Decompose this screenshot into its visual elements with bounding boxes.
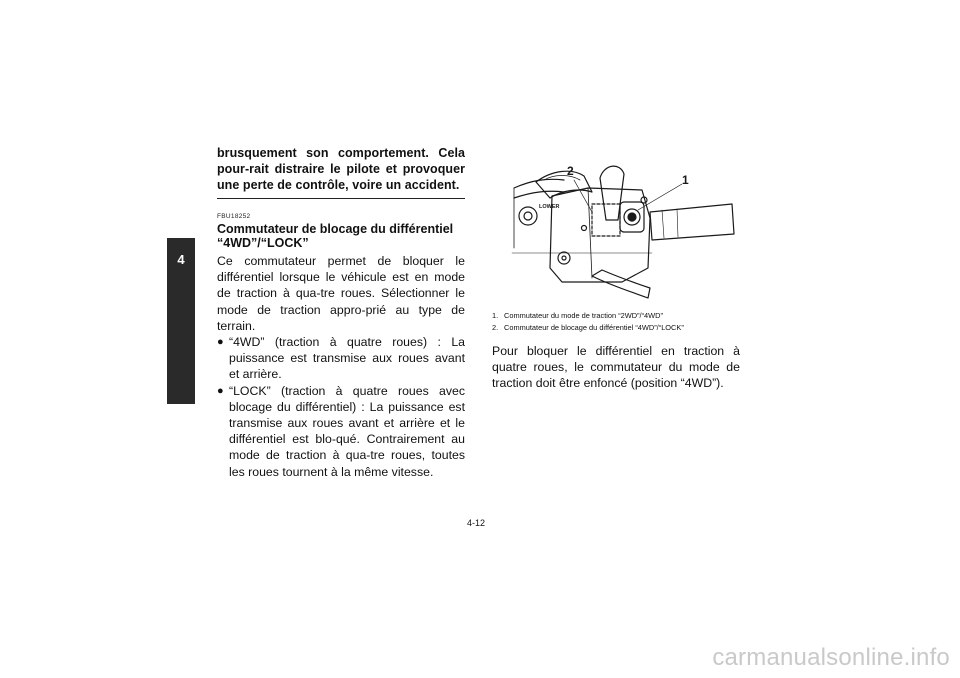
- chapter-number: 4: [177, 252, 185, 267]
- caption-number: 1.: [492, 311, 499, 320]
- watermark: carmanualsonline.info: [712, 644, 950, 671]
- heading-line-2: “4WD”/“LOCK”: [217, 236, 309, 250]
- warning-tail-text: brusquement son comportement. Cela pour-rait distraire le pilote et provoquer une perte de contrôle, voire un accident.: [217, 146, 465, 192]
- bullet-text: “LOCK” (traction à quatre roues avec blocage du différentiel) : La puissance est transmise aux roues avant et arrière et le différentiel est blo-qué. Contrairement au mode de traction à qua-tre roues, toutes les roues tournent à la même vitesse.: [229, 383, 465, 479]
- caption-text: Commutateur de blocage du différentiel “4WD”/“LOCK”: [504, 322, 684, 332]
- callout-2: 2: [567, 164, 574, 178]
- callout-1: 1: [682, 173, 689, 187]
- bullet-text: “4WD” (traction à quatre roues) : La puissance est transmise aux roues avant et arrière.: [229, 335, 465, 382]
- chapter-tab: [167, 238, 195, 404]
- caption-item: [492, 310, 742, 322]
- switch-illustration: [492, 158, 737, 304]
- section-heading: [217, 222, 465, 250]
- caption-item: [492, 322, 742, 334]
- figure-captions: [492, 310, 742, 333]
- lower-label: LOWER: [539, 204, 560, 210]
- bullet-item: [217, 334, 465, 383]
- right-paragraph: Pour bloquer le différentiel en traction à quatre roues, le commutateur du mode de traction doit être enfoncé (position “4WD”).: [492, 344, 740, 391]
- page-number: 4-12: [467, 518, 486, 528]
- caption-number: 2.: [492, 322, 499, 332]
- caption-text: Commutateur du mode de traction “2WD”/“4WD”: [504, 311, 663, 320]
- intro-paragraph: Ce commutateur permet de bloquer le différentiel lorsque le véhicule est en mode de traction à qua-tre roues. Sélectionner le mode de traction appro-prié au type de terrain.: [217, 254, 465, 333]
- heading-line-1: Commutateur de blocage du différentiel: [217, 222, 454, 236]
- left-column: [217, 145, 465, 480]
- warning-divider: [217, 198, 465, 199]
- bullet-dot-icon: ●: [217, 336, 224, 349]
- bullet-dot-icon: ●: [217, 384, 224, 397]
- section-code: FBU18252: [217, 213, 251, 220]
- bullet-item: [217, 383, 465, 480]
